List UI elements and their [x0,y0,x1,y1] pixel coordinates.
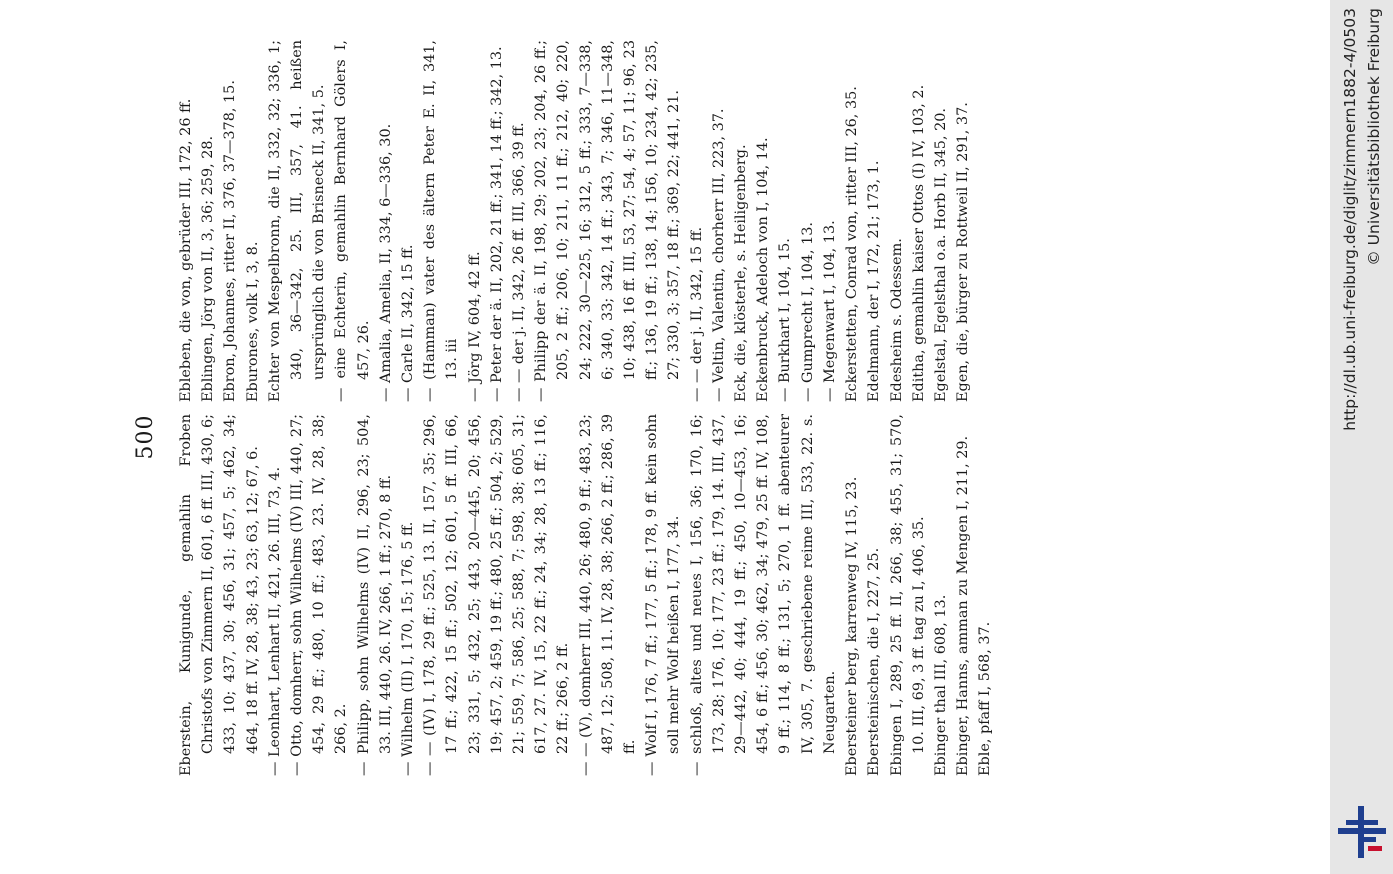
index-entry: — Wolf I, 176, 7 ff.; 177, 5 ff.; 178, 9 ff. kein sohn soll mehr Wolf heißen I, 177, 34. [644,414,683,776]
index-entry: — Peter der ä. II, 202, 21 ff.; 341, 14 ff.; 342, 13. [488,46,505,402]
index-entry: Ebinger thal III, 608, 13. [932,594,949,776]
index-entry: Ebersteiner berg, karrenweg IV, 115, 23. [844,476,861,776]
index-entry: Eck, die, klösterle, s. Heiligenberg. [733,144,750,402]
index-entry: Eble, pfaff I, 568, 37. [977,621,994,776]
sidebar-text [1330,0,1393,874]
index-entry: Ebron, Johannes, ritter II, 376, 37—378, 15. [222,80,239,402]
index-entry: — Wilhelm (II) I, 170, 15; 176, 5 ff. [400,521,417,776]
index-entry: — Otto, domherr, sohn Wilhelms (IV) III, 440, 27; 454, 29 ff.; 480, 10 ff.; 483, 23. IV, 28, 38; 266, 2. [289,414,350,776]
index-entry: — Burkhart I, 104, 15. [777,238,794,402]
index-entry: — (Hamman) vater des ältern Peter E. II, 341, 13. iii [422,40,461,402]
index-entry: — eine Echterin, gemahlin Bernhard Gölers I, 457, 26. [333,40,372,402]
index-entry: Eckenbruck, Adeloch von I, 104, 14. [755,137,772,402]
index-entry: Egen, die, bürger zu Rottweil II, 291, 37. [955,102,972,402]
index-entry: Edesheim s. Odessem. [888,238,905,402]
index-entry: — — (IV) I, 178, 29 ff.; 525, 13. II, 157, 35; 296, 17 ff.; 422, 15 ff.; 502, 12; 601, 5 ff. III, 66, 23; 331, 5; 432, 25; 443, 20—445, 20; 456, 19; 457, 2; 459, 19 ff.; 480, 25 ff.; 504, 2; 529, 21; 559, 7; 586, 25; 588, 7; 598, 38; 605, 31; 617, 27. IV, 15, 22 ff.; 24, 34; 28, 13 ff.; 116, 22 ff.; 266, 2 ff. [422,414,572,776]
index-column-right [175,40,995,402]
index-entry: — Jörg IV, 604, 42 ff. [466,251,483,402]
source-url-link[interactable]: http://dl.ub.uni-freiburg.de/diglit/zimmern1882-4/0503 [1340,8,1359,431]
index-entry: Eblingen, Jörg von II, 3, 36; 259, 28. [200,135,217,402]
page-number: 500 [133,414,158,460]
index-entry: Ebersteinischen, die I, 227, 25. [866,547,883,776]
index-entry: — Philipp, sohn Wilhelms (IV) II, 296, 23; 504, 33. III, 440, 26. IV, 266, 1 ff.; 270, 8 ff. [355,414,394,776]
index-entry: — — der j. II, 342, 26 ff. III, 366, 39 ff. [511,122,528,402]
index-entry: Echter von Mespelbronn, die II, 332, 32; 336, 1; 340, 36—342, 25. III, 357, 41. heißen ursprünglich die von Brisneck II, 341, 5. [266,40,328,402]
index-entry: — — der j. II, 342, 15 ff. [688,226,705,402]
index-entry: — Philipp der ä. II, 198, 29; 202, 23; 204, 26 ff.; 205, 2 ff.; 206, 10; 211, 11 ff.; 212, 40; 220, 24; 222, 30—225, 16; 312, 5 ff.; 333, 7—338, 6; 340, 33; 342, 14 ff.; 343, 7; 346, 11—348, 10; 438, 16 ff. III, 53, 27; 54, 4; 57, 11; 96, 23 ff.; 136, 19 ff.; 138, 14; 156, 10; 234, 42; 235, 27; 330, 3; 357, 18 ff.; 369, 22; 441, 21. [533,40,683,402]
index-entry: — — (V), domherr III, 440, 26; 480, 9 ff.; 483, 23; 487, 12; 508, 11. IV, 28, 38; 266, 2 ff.; 286, 39 ff. [577,414,639,776]
index-entry: Egelstal, Egelsthal o.a. Horb II, 345, 20. [932,108,949,402]
index-entry: Ebleben, die von, gebrüder III, 172, 26 ff. [178,98,194,402]
index-entry: — Gumprecht I, 104, 13. [799,221,816,402]
index-entry: — Megenwart I, 104, 13. [821,220,838,402]
index-column-left [175,414,995,776]
copyright-notice: © Universitätsbibliothek Freiburg [1364,8,1383,266]
index-entry: — Amalia, Amelia, II, 334, 6—336, 30. [377,123,394,402]
index-entry: — Carle II, 342, 15 ff. [400,244,417,402]
index-entry: Eckerstetten, Conrad von, ritter III, 26, 35. [844,86,861,402]
index-entry: Edelmann, der I, 172, 21; 173, 1. [866,160,883,402]
viewer-sidebar [1330,0,1393,874]
index-entry: Editha, gemahlin kaiser Ottos (I) IV, 103, 2. [910,84,927,402]
index-entry: Eburones, volk I, 3, 8. [244,241,261,402]
index-entry: — Veltin, Valentin, chorherr III, 223, 37. [710,108,727,402]
index-entry: Ebinger, Hanns, amman zu Mengen I, 211, 29. [955,435,972,776]
index-entry: Eberstein, Kunigunde, gemahlin Froben Christofs von Zimmern II, 601, 6 ff. III, 430, 6; 433, 10; 437, 30; 456, 31; 457, 5; 462, 34; 464, 18 ff. IV, 28, 38; 43, 23; 63, 12; 67, 6. [178,414,261,776]
index-entry: — schloß, altes und neues I, 156, 36; 170, 16; 173, 28; 176, 10; 177, 23 ff.; 179, 14. III, 437, 29—442, 40; 444, 19 ff.; 450, 10—453, 16; 454, 6 ff.; 456, 30; 462, 34; 479, 25 ff. IV, 108, 9 ff.; 114, 8 ff.; 131, 5; 270, 1 ff. abenteurer IV, 305, 7. geschriebene reime III, 533, 22. s. Neugarten. [688,414,838,776]
library-logo-icon [1338,806,1388,858]
index-entry: Ebingen I, 289, 25 ff. II, 266, 38; 455, 31; 570, 10. III, 69, 3 ff. tag zu I, 406, 35. [888,414,927,776]
index-entry: — Leonhart, Lenhart II, 421, 26. III, 73, 4. [266,466,283,776]
